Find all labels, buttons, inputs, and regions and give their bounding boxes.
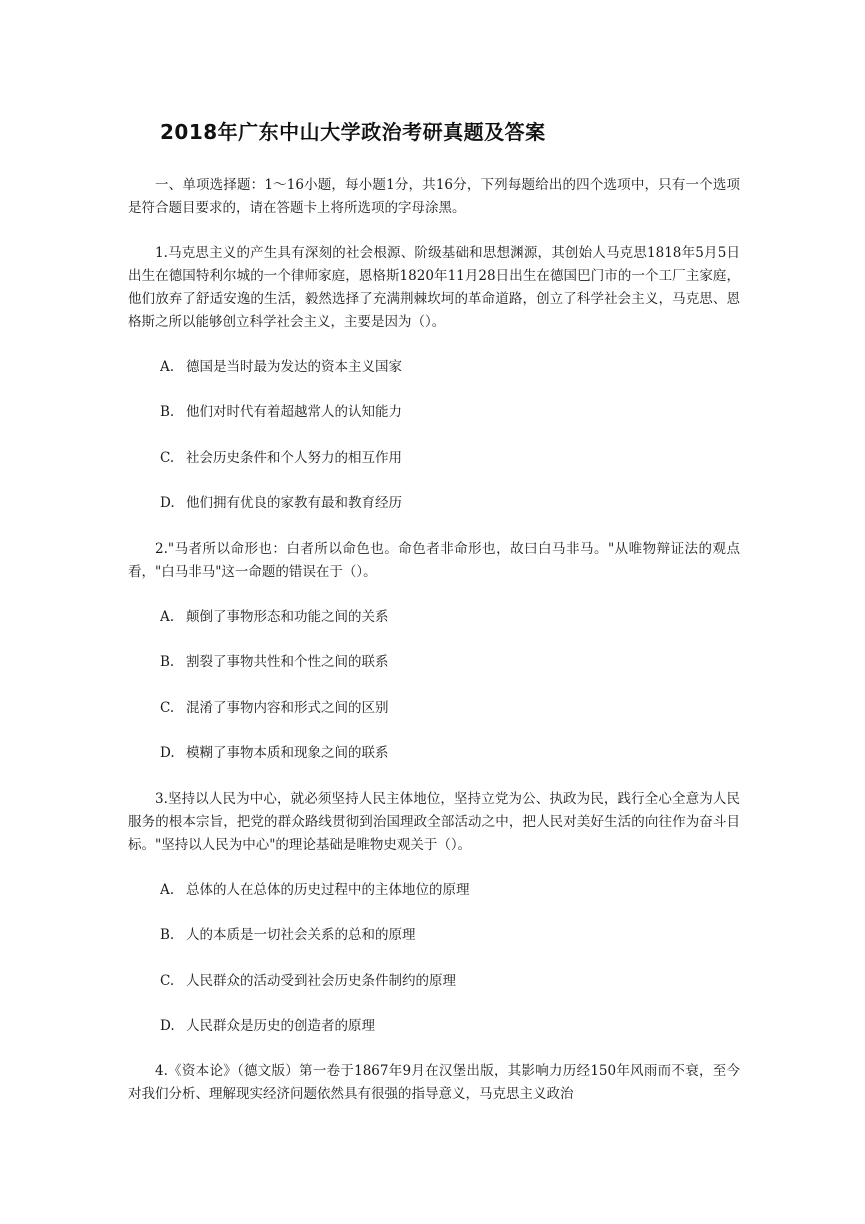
option-letter: C. (160, 450, 175, 466)
option-letter: A. (160, 609, 175, 625)
question-4-stem: 4.《资本论》（德文版）第一卷于1867年9月在汉堡出版，其影响力历经150年风雨而不衰，至今对我们分析、理解现实经济问题依然具有很强的指导意义，马克思主义政治 (128, 1063, 740, 1102)
option-text: 德国是当时最为发达的资本主义国家 (186, 359, 402, 375)
option-text: 他们对时代有着超越常人的认知能力 (186, 404, 402, 420)
question-2-option-d (160, 742, 389, 765)
option-letter: A. (160, 882, 175, 898)
option-letter: A. (160, 359, 175, 375)
question-2-option-b (160, 651, 389, 674)
option-text: 割裂了事物共性和个性之间的联系 (186, 654, 389, 670)
question-2-option-c (160, 697, 389, 720)
option-letter: D. (160, 745, 175, 761)
option-text: 人民群众是历史的创造者的原理 (186, 1018, 375, 1034)
question-3-option-b (160, 924, 416, 947)
section-intro: 一、单项选择题：1～16小题，每小题1分，共16分，下列每题给出的四个选项中，只有一个选项是符合题目要求的，请在答题卡上将所选项的字母涂黑。 (128, 177, 740, 216)
question-1-stem: 1.马克思主义的产生具有深刻的社会根源、阶级基础和思想渊源，其创始人马克思1818年5月5日出生在德国特利尔城的一个律师家庭，恩格斯1820年11月28日出生在德国巴门市的一个工厂主家庭，他们放弃了舒适安逸的生活，毅然选择了充满荆棘坎坷的革命道路，创立了科学社会主义，马克思、恩格斯之所以能够创立科学社会主义，主要是因为（）。 (128, 245, 740, 330)
option-text: 总体的人在总体的历史过程中的主体地位的原理 (186, 882, 470, 898)
option-letter: D. (160, 1018, 175, 1034)
option-letter: B. (160, 654, 175, 670)
option-letter: D. (160, 495, 175, 511)
option-text: 人的本质是一切社会关系的总和的原理 (186, 927, 416, 943)
option-text: 他们拥有优良的家教有最和教育经历 (186, 495, 402, 511)
question-3-option-c (160, 970, 456, 993)
question-3-option-a (160, 879, 470, 902)
option-letter: B. (160, 927, 175, 943)
question-3-option-d (160, 1015, 375, 1038)
question-3-stem: 3.坚持以人民为中心，就必须坚持人民主体地位，坚持立党为公、执政为民，践行全心全意为人民服务的根本宗旨，把党的群众路线贯彻到治国理政全部活动之中，把人民对美好生活的向往作为奋斗目标。"坚持以人民为中心"的理论基础是唯物史观关于（）。 (128, 791, 740, 853)
question-1-option-a (160, 356, 402, 379)
question-2-option-a (160, 606, 389, 629)
question-2-stem: 2."马者所以命形也：白者所以命色也。命色者非命形也，故曰白马非马。"从唯物辩证法的观点看，"白马非马"这一命题的错误在于（）。 (128, 541, 740, 580)
question-1-option-c (160, 447, 402, 470)
option-text: 社会历史条件和个人努力的相互作用 (186, 450, 402, 466)
question-1-option-d (160, 492, 402, 515)
option-text: 模糊了事物本质和现象之间的联系 (186, 745, 389, 761)
page-title: 2018年广东中山大学政治考研真题及答案 (160, 120, 546, 144)
option-letter: C. (160, 973, 175, 989)
question-1-option-b (160, 401, 402, 424)
option-text: 颠倒了事物形态和功能之间的关系 (186, 609, 389, 625)
option-letter: C. (160, 700, 175, 716)
option-letter: B. (160, 404, 175, 420)
option-text: 人民群众的活动受到社会历史条件制约的原理 (186, 973, 456, 989)
option-text: 混淆了事物内容和形式之间的区别 (186, 700, 389, 716)
